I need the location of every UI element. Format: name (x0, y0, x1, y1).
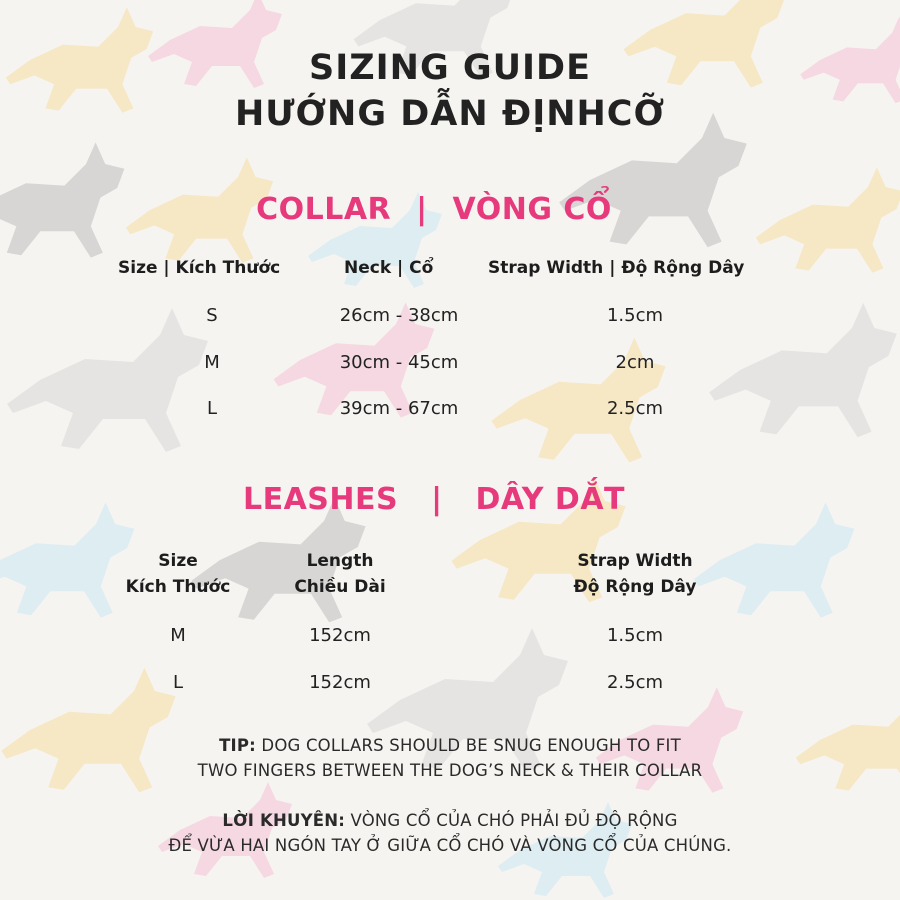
leashes-header-strap-width-en: Strap Width (577, 551, 693, 571)
leashes-header-length-vi: Chiều Dài (294, 577, 386, 597)
advice-line-1 (222, 811, 677, 830)
title-line-vi: HƯỚNG DẪN ĐỊNHCỠ (234, 94, 666, 134)
collar-row-l-strap: 2.5cm (606, 398, 664, 419)
collar-heading-en: COLLAR (256, 192, 392, 227)
title-line-en: SIZING GUIDE (309, 48, 591, 88)
advice-text-1: VÒNG CỔ CỦA CHÓ PHẢI ĐỦ ĐỘ RỘNG (345, 811, 678, 830)
collar-heading (256, 192, 612, 227)
leashes-header-strap-width-vi: Độ Rộng Dây (573, 577, 697, 597)
leashes-heading-separator: | (431, 482, 443, 517)
leashes-heading-en: LEASHES (242, 482, 399, 517)
leashes-row-l-length: 152cm (309, 672, 371, 693)
collar-row-m-neck: 30cm - 45cm (339, 352, 459, 373)
leashes-row-m-strap: 1.5cm (606, 625, 664, 646)
leashes-heading (243, 482, 625, 517)
leashes-row-m-size: M (170, 625, 186, 646)
collar-row-l-neck: 39cm - 67cm (339, 398, 459, 419)
leashes-row-l-strap: 2.5cm (606, 672, 664, 693)
leashes-row-l-size: L (172, 672, 184, 693)
collar-row-l-size: L (206, 398, 218, 419)
collar-row-m-size: M (204, 352, 220, 373)
collar-row-m-strap: 2cm (615, 352, 655, 373)
collar-row-s-strap: 1.5cm (606, 305, 664, 326)
collar-heading-vi: VÒNG CỔ (452, 192, 612, 227)
leashes-header-size-en: Size (158, 551, 198, 571)
advice-line-2: ĐỂ VỪA HAI NGÓN TAY Ở GIỮA CỔ CHÓ VÀ VÒNG CỔ CỦA CHÚNG. (168, 836, 732, 855)
tip-line-2: TWO FINGERS BETWEEN THE DOG’S NECK & THEIR COLLAR (197, 761, 703, 780)
collar-row-s-size: S (206, 305, 218, 326)
collar-header-size: Size | Kích Thước (118, 258, 281, 278)
leashes-heading-vi: DÂY DẮT (475, 482, 626, 517)
tip-line-1 (219, 736, 681, 755)
collar-header-neck: Neck | Cổ (344, 258, 434, 278)
collar-header-strap-width: Strap Width | Độ Rộng Dây (488, 258, 745, 278)
leashes-header-size-vi: Kích Thước (125, 577, 231, 597)
tip-label: TIP: (219, 736, 256, 755)
leashes-header-length-en: Length (306, 551, 374, 571)
tip-text-1: DOG COLLARS SHOULD BE SNUG ENOUGH TO FIT (255, 736, 681, 755)
advice-label: LỜI KHUYÊN: (222, 811, 346, 830)
collar-heading-separator: | (416, 192, 428, 227)
leashes-row-m-length: 152cm (309, 625, 371, 646)
collar-row-s-neck: 26cm - 38cm (339, 305, 459, 326)
